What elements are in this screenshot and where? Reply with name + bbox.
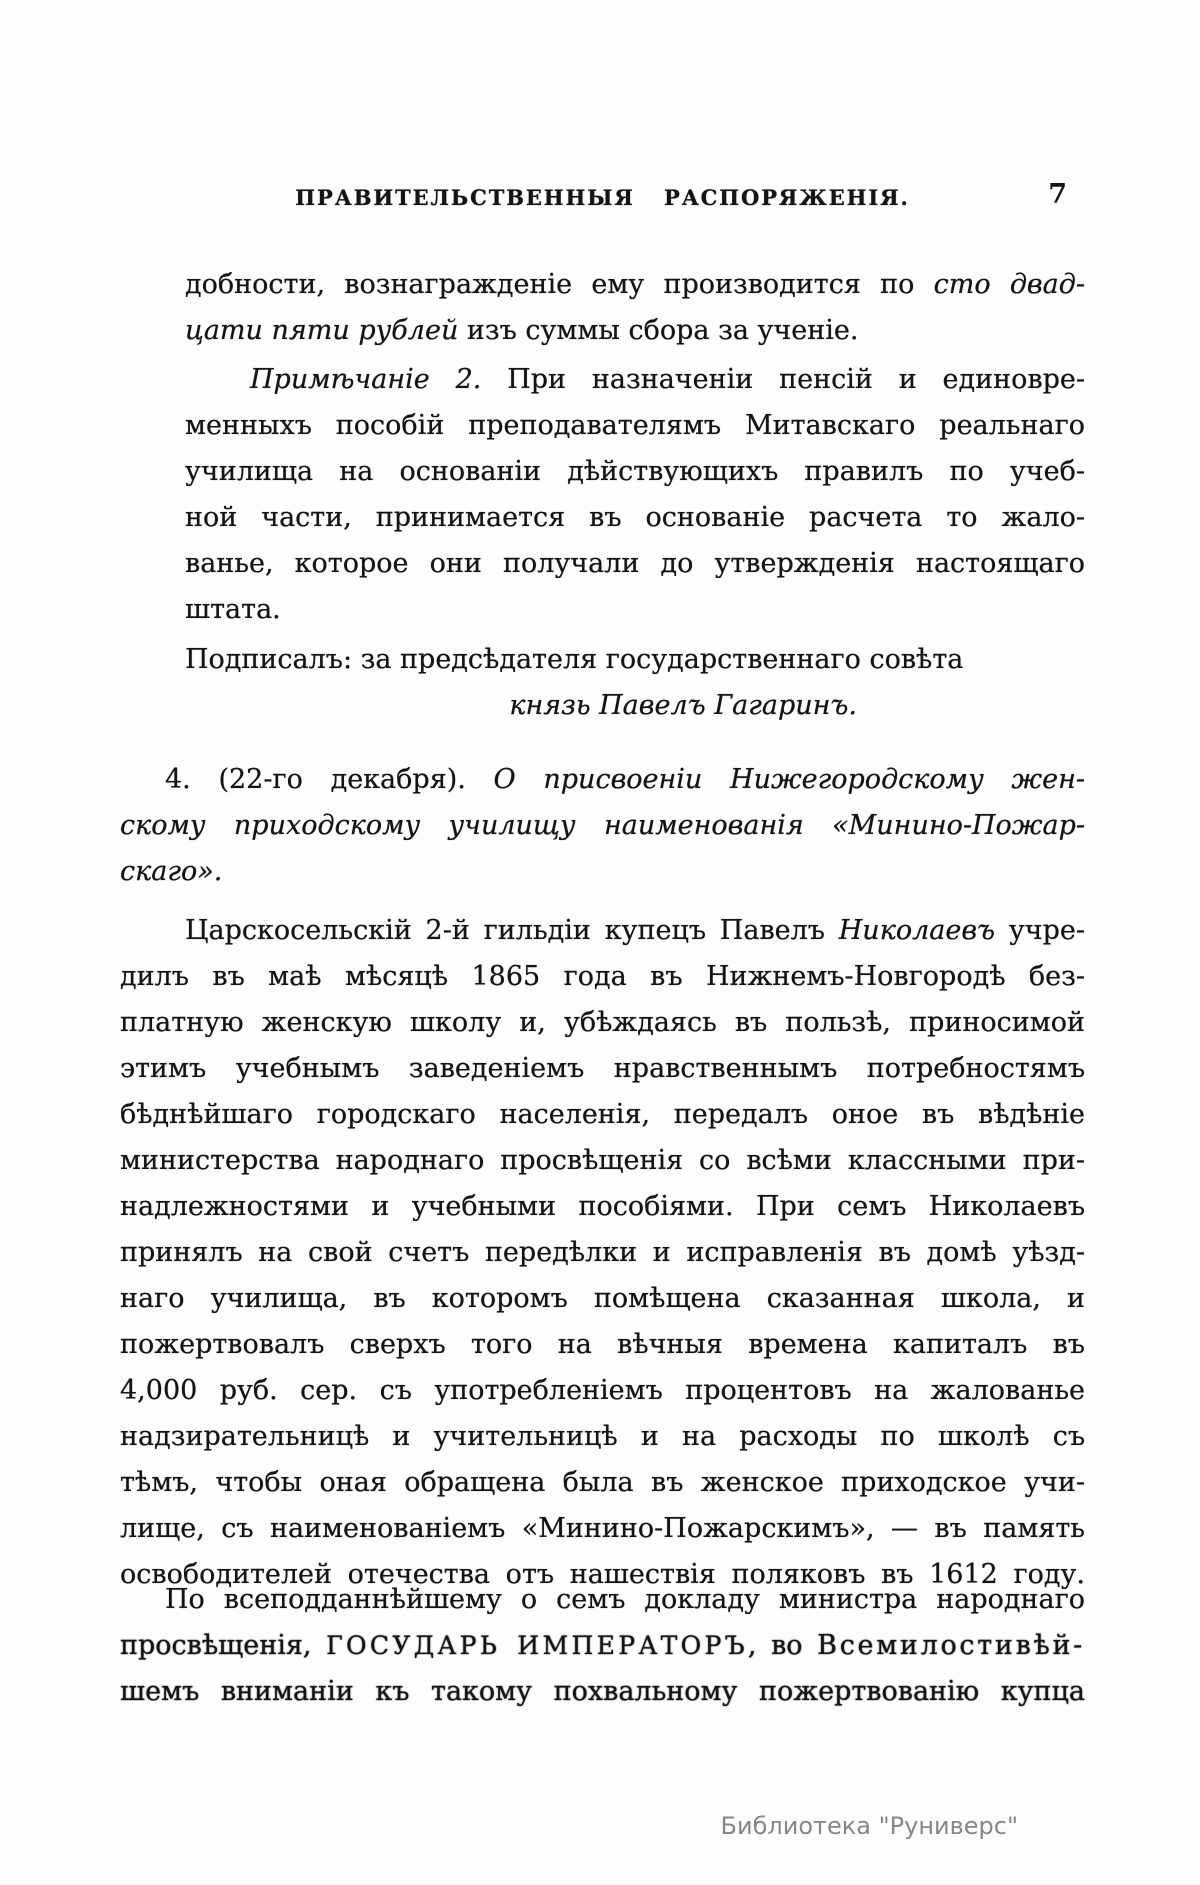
- text-line: [120, 1138, 1085, 1184]
- text-segment: принялъ на свой счетъ передѣлки и исправленія въ домѣ уѣзд-: [120, 1237, 1085, 1268]
- text-line: [185, 308, 1085, 354]
- running-head: [120, 179, 1085, 215]
- text-segment: учре-: [995, 915, 1085, 946]
- text-line: [120, 1460, 1085, 1506]
- text-segment: Всемилостивѣй-: [817, 1630, 1085, 1661]
- text-segment: ванье, которое они получали до утвержденія настоящаго: [185, 548, 1085, 579]
- text-segment: освободителей отечества отъ нашествія поляковъ въ 1612 году.: [120, 1559, 1085, 1590]
- text-segment: 4,000 руб. сер. съ употребленіемъ процентовъ на жалованье: [120, 1375, 1085, 1406]
- text-segment: тѣмъ, чтобы оная обращена была въ женское приходское учи-: [120, 1467, 1085, 1498]
- text-line: [185, 403, 1085, 449]
- text-segment: менныхъ пособій преподавателямъ Митавскаго реальнаго: [185, 410, 1085, 441]
- text-line: [120, 803, 1085, 849]
- body-paragraph-1: [120, 908, 1085, 1598]
- text-segment: скаго».: [120, 856, 223, 887]
- continuation-paragraph: [185, 262, 1085, 354]
- text-segment: этимъ учебнымъ заведеніемъ нравственнымъ потребностямъ: [120, 1053, 1085, 1084]
- text-segment: дилъ въ маѣ мѣсяцѣ 1865 года въ Нижнемъ-Новгородѣ без-: [120, 961, 1085, 992]
- text-segment: лище, съ наименованіемъ «Минино-Пожарскимъ», — въ память: [120, 1513, 1085, 1544]
- text-segment: Царскосельскій 2-й гильдіи купецъ Павелъ: [185, 915, 839, 946]
- text-segment: Подписалъ: за предсѣдателя государственнаго совѣта: [185, 644, 964, 675]
- library-watermark: Библиотека "Руниверс": [720, 1812, 1018, 1840]
- section-heading: [120, 757, 1085, 895]
- text-line: [120, 1000, 1085, 1046]
- text-segment: бѣднѣйшаго городскаго населенія, передалъ оное въ вѣдѣніе: [120, 1099, 1085, 1130]
- text-line: [185, 683, 1085, 729]
- text-segment: По всеподданнѣйшему о семъ докладу министра народнаго: [165, 1584, 1085, 1615]
- text-line: [120, 954, 1085, 1000]
- text-line: [120, 1669, 1085, 1715]
- text-line: [120, 1046, 1085, 1092]
- text-segment: надзирательницѣ и учительницѣ и на расходы по школѣ съ: [120, 1421, 1085, 1452]
- text-segment: 4. (22-го декабря).: [165, 764, 494, 795]
- note-paragraph: [185, 357, 1085, 633]
- text-segment: училища на основаніи дѣйствующихъ правилъ по учеб-: [185, 456, 1085, 487]
- text-line: [185, 262, 1085, 308]
- text-line: [185, 587, 1085, 633]
- text-segment: надлежностями и учебными пособіями. При семъ Николаевъ: [120, 1191, 1085, 1222]
- text-line: [120, 1577, 1085, 1623]
- text-line: [185, 495, 1085, 541]
- text-segment: изъ суммы сбора за ученіе.: [458, 315, 859, 346]
- text-line: [120, 1276, 1085, 1322]
- text-line: [120, 1230, 1085, 1276]
- text-segment: пожертвовалъ сверхъ того на вѣчныя времена капиталъ въ: [120, 1329, 1085, 1360]
- text-segment: шемъ вниманіи къ такому похвальному пожертвованію купца: [120, 1676, 1085, 1707]
- text-segment: , во: [747, 1630, 818, 1661]
- text-segment: О присвоеніи Нижегородскому жен-: [493, 764, 1086, 795]
- text-line: [120, 1368, 1085, 1414]
- text-line: [120, 1184, 1085, 1230]
- text-segment: Николаевъ: [838, 915, 996, 946]
- text-line: [120, 757, 1085, 803]
- text-line: [120, 908, 1085, 954]
- text-segment: платную женскую школу и, убѣждаясь въ пользѣ, приносимой: [120, 1007, 1085, 1038]
- running-title: ПРАВИТЕЛЬСТВЕННЫЯ РАСПОРЯЖЕНІЯ.: [295, 185, 910, 210]
- text-segment: ГОСУДАРЬ ИМПЕРАТОРЪ: [326, 1631, 748, 1660]
- text-segment: добности, вознагражденіе ему производится по: [185, 269, 934, 300]
- page-content: [120, 179, 1086, 1745]
- text-line: [120, 1506, 1085, 1552]
- text-segment: наго училища, въ которомъ помѣщена сказанная школа, и: [120, 1283, 1085, 1314]
- page-number: 7: [1048, 179, 1067, 210]
- signature: [185, 637, 1085, 729]
- body-paragraph-2: [120, 1577, 1085, 1715]
- text-segment: скому приходскому училищу наименованія «Минино-Пожар-: [120, 810, 1085, 841]
- text-line: [185, 449, 1085, 495]
- text-segment: цати пяти рублей: [185, 315, 459, 346]
- text-line: [120, 849, 1085, 895]
- text-line: [185, 637, 1085, 683]
- text-segment: князь Павелъ Гагаринъ.: [509, 690, 857, 721]
- text-segment: При назначеніи пенсій и единовре-: [481, 364, 1085, 395]
- text-line: [185, 541, 1085, 587]
- text-line: [120, 1092, 1085, 1138]
- text-line: [185, 357, 1085, 403]
- text-segment: Примѣчаніе 2.: [250, 364, 482, 395]
- text-line: [120, 1414, 1085, 1460]
- text-segment: сто двад-: [933, 269, 1085, 300]
- text-line: [120, 1623, 1085, 1669]
- text-segment: ной части, принимается въ основаніе расчета то жало-: [185, 502, 1085, 533]
- text-segment: министерства народнаго просвѣщенія со всѣми классными при-: [120, 1145, 1085, 1176]
- text-segment: штата.: [185, 594, 281, 625]
- text-segment: просвѣщенія,: [120, 1630, 327, 1661]
- text-line: [120, 1322, 1085, 1368]
